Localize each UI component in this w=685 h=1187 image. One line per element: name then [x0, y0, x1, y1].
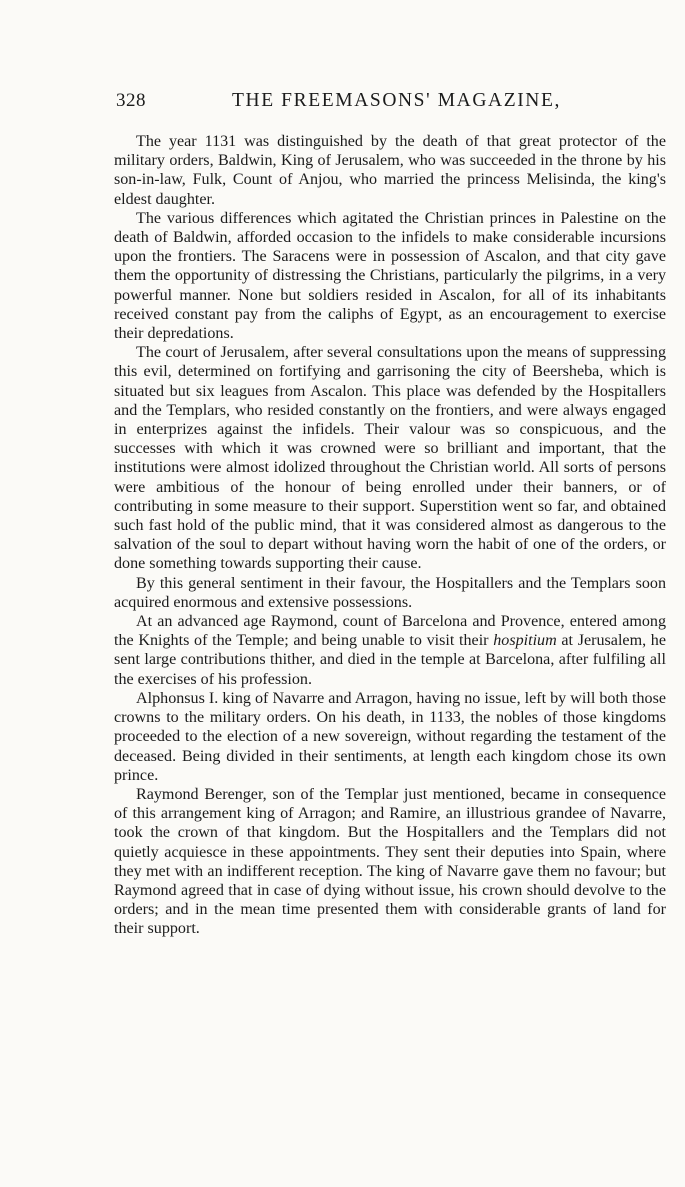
running-title: THE FREEMASONS' MAGAZINE,: [232, 90, 561, 111]
article-body: [114, 132, 666, 939]
paragraph-text: At an advanced age Raymond, count of Barcelona and Provence, entered among the Knights of the Temple; and being unable to visit their: [114, 613, 666, 650]
paragraph: [114, 785, 666, 939]
paragraph-text: at Jerusalem, he sent large contributions thither, and died in the temple at Barcelona, after fulfiling all the exercises of his profession.: [114, 632, 666, 688]
page-header: [108, 90, 668, 118]
paragraph-text: By this general sentiment in their favour, the Hospitallers and the Templars soon acquired enormous and extensive possessions.: [114, 574, 666, 611]
italic-text: hospitium: [493, 632, 557, 650]
paragraph-text: Alphonsus I. king of Navarre and Arragon, having no issue, left by will both those crowns to the military orders. On his death, in 1133, the nobles of those kingdoms proceeded to the election of a new sovereign, without regarding the testament of the deceased. Being divided in their sentiments, at length each kingdom chose its own prince.: [114, 689, 666, 784]
paragraph: [114, 132, 666, 209]
paragraph-text: Raymond Berenger, son of the Templar just mentioned, became in consequence of this arrangement king of Arragon; and Ramire, an illustrious grandee of Navarre, took the crown of that kingdom. But the Hospitallers and the Templars did not quietly acquiesce in these appointments. They sent their deputies into Spain, where they met with an indifferent reception. The king of Navarre gave them no favour; but Raymond agreed that in case of dying without issue, his crown should devolve to the orders; and in the mean time presented them with considerable grants of land for their support.: [114, 785, 666, 938]
paragraph-text: The various differences which agitated the Christian princes in Palestine on the death of Baldwin, afforded occasion to the infidels to make considerable incursions upon the frontiers. The Saracens were in possession of Ascalon, and that city gave them the opportunity of distressing the Christians, particularly the pilgrims, in a very powerful manner. None but soldiers resided in Ascalon, for all of its inhabitants received constant pay from the caliphs of Egypt, as an encouragement to exercise their depredations.: [114, 209, 666, 343]
paragraph: [114, 574, 666, 612]
paragraph: [114, 689, 666, 785]
paragraph-text: The year 1131 was distinguished by the death of that great protector of the military orders, Baldwin, King of Jerusalem, who was succeeded in the throne by his son-in-law, Fulk, Count of Anjou, who married the princess Melisinda, the king's eldest daughter.: [114, 133, 666, 208]
paragraph: [114, 209, 666, 343]
paragraph: [114, 612, 666, 689]
paragraph: [114, 343, 666, 573]
paragraph-text: The court of Jerusalem, after several consultations upon the means of suppressing this evil, determined on fortifying and garrisoning the city of Beersheba, which is situated but six leagues from Ascalon. This place was defended by the Hospitallers and the Templars, who resided constantly on the frontiers, and were always engaged in enterprizes against the infidels. Their valour was so conspicuous, and the successes with which it was crowned were so brilliant and important, that the institutions were almost idolized throughout the Christian world. All sorts of persons were ambitious of the honour of being enrolled under their banners, or of contributing in some measure to their support. Superstition went so far, and obtained such fast hold of the public mind, that it was considered almost as dangerous to the salvation of the soul to depart without having worn the habit of one of the orders, or done something towards supporting their cause.: [114, 344, 666, 573]
page-number: 328: [116, 90, 146, 111]
